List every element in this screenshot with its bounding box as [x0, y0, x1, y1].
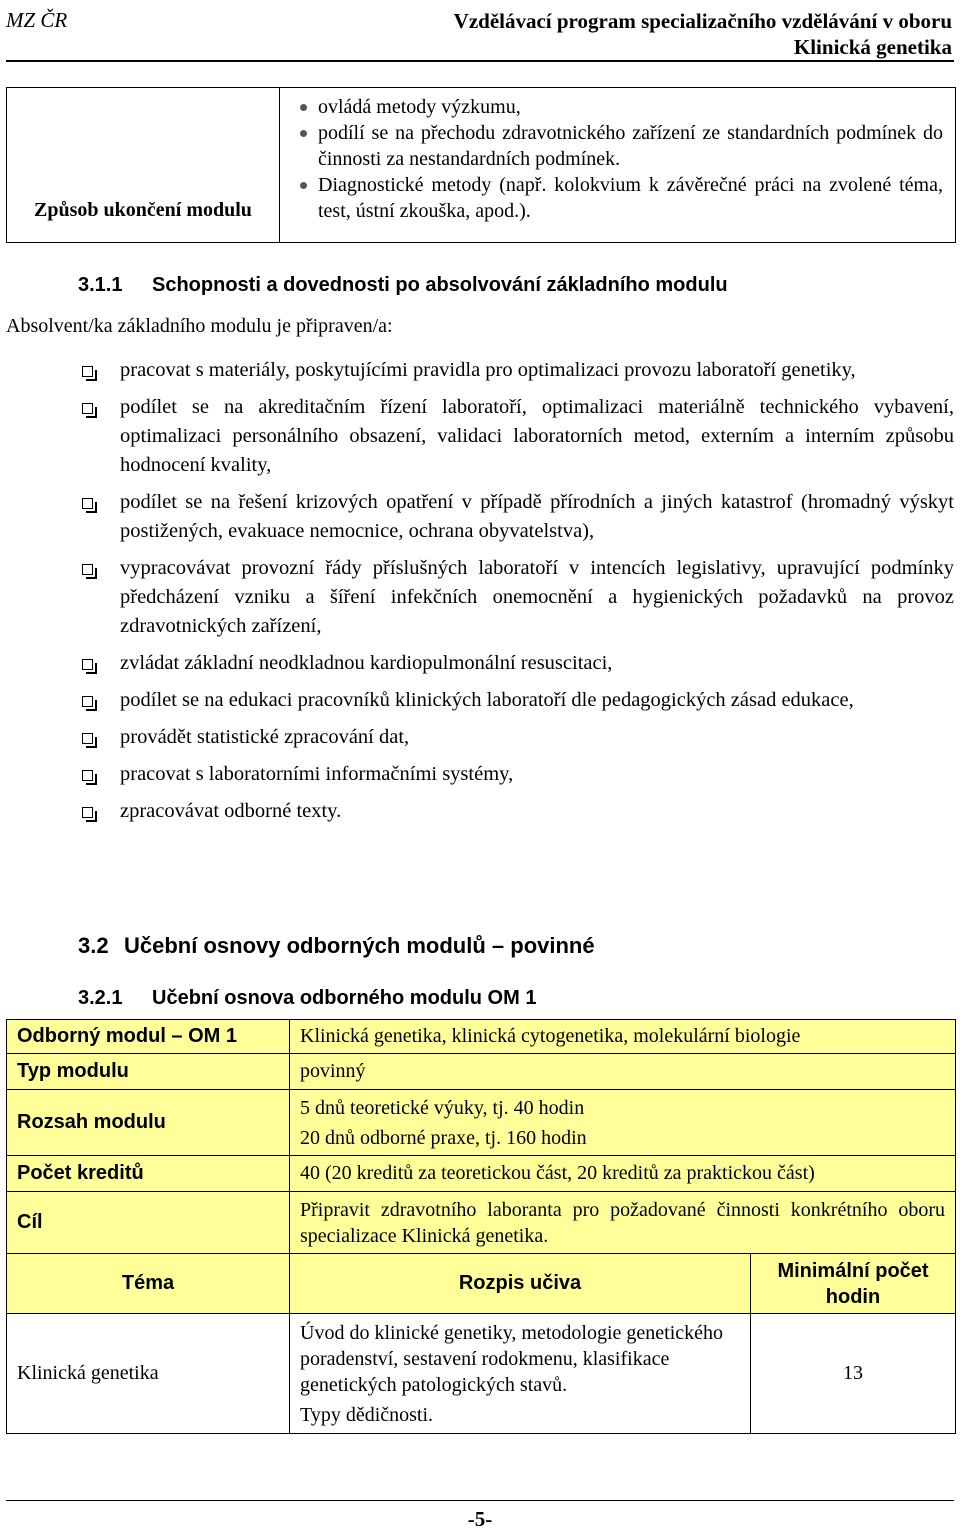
checkbox-bullet-icon: [82, 696, 93, 707]
row-key: Odborný modul – OM 1: [7, 1020, 290, 1054]
column-header-topic: Téma: [7, 1254, 290, 1314]
checkbox-bullet-icon: [82, 807, 93, 818]
list-item: zpracovávat odborné texty.: [78, 797, 954, 826]
completion-cell: [280, 88, 956, 243]
column-header-content: Rozpis učiva: [290, 1254, 751, 1314]
header-title-line2: Klinická genetika: [793, 35, 952, 59]
skills-list: [78, 356, 954, 834]
section-3-1-1-heading: 3.1.1 Schopnosti a dovednosti po absolvování základního modulu: [78, 274, 728, 296]
module-table: [6, 1019, 956, 1434]
section-intro: Absolvent/ka základního modulu je připraven/a:: [6, 315, 393, 337]
goal-value: Připravit zdravotního laboranta pro požadované činnosti konkrétního oboru specializace Klinická genetika.: [290, 1192, 956, 1254]
credits-key: Počet kreditů: [7, 1156, 290, 1192]
row-value: Klinická genetika, klinická cytogenetika, molekulární biologie: [290, 1020, 956, 1054]
checkbox-bullet-icon: [82, 770, 93, 781]
header-left: MZ ČR: [6, 8, 68, 32]
scope-key: Rozsah modulu: [7, 1090, 290, 1156]
list-item: podílet se na akreditačním řízení laboratoří, optimalizaci materiálně technického vybavení, optimalizaci personálního obsazení, validaci laboratorních metod, externím a interním způsobu hodnocení kvality,: [78, 393, 954, 480]
checkbox-bullet-icon: [82, 403, 93, 414]
section-3-2-1-heading: 3.2.1 Učební osnova odborného modulu OM 1: [78, 987, 537, 1009]
list-item: podílet se na řešení krizových opatření v případě přírodních a jiných katastrof (hromadný výskyt postižených, evakuace nemocnice, ochrana obyvatelstva),: [78, 488, 954, 546]
row-value: povinný: [290, 1054, 956, 1090]
completion-label: Způsob ukončení modulu: [7, 88, 280, 243]
list-item: podílet se na edukaci pracovníků klinických laboratoří dle pedagogických zásad edukace,: [78, 686, 954, 715]
section-3-2-heading: 3.2 Učební osnovy odborných modulů – povinné: [78, 933, 595, 958]
topic-cell: Klinická genetika: [7, 1314, 290, 1434]
completion-table: [6, 87, 956, 243]
list-item: zvládat základní neodkladnou kardiopulmonální resuscitaci,: [78, 649, 954, 678]
scope-value: 5 dnů teoretické výuky, tj. 40 hodin 20 dnů odborné praxe, tj. 160 hodin: [290, 1090, 956, 1156]
list-item: pracovat s laboratorními informačními systémy,: [78, 760, 954, 789]
goal-key: Cíl: [7, 1192, 290, 1254]
bullet-item: ovládá metody výzkumu,: [280, 94, 943, 120]
completion-value: Diagnostické metody (např. kolokvium k závěrečné práci na zvolené téma, test, ústní zkouška, apod.).: [280, 172, 943, 224]
checkbox-bullet-icon: [82, 498, 93, 509]
list-item: pracovat s materiály, poskytujícími pravidla pro optimalizaci provozu laboratoří genetiky,: [78, 356, 954, 385]
hours-cell: 13: [751, 1314, 956, 1434]
checkbox-bullet-icon: [82, 733, 93, 744]
page-header: [6, 4, 954, 62]
row-key: Typ modulu: [7, 1054, 290, 1090]
header-title-line1: Vzdělávací program specializačního vzdělávání v oboru: [453, 9, 952, 33]
page-footer: -5-: [6, 1500, 954, 1532]
checkbox-bullet-icon: [82, 366, 93, 377]
list-item: provádět statistické zpracování dat,: [78, 723, 954, 752]
credits-value: 40 (20 kreditů za teoretickou část, 20 kreditů za praktickou část): [290, 1156, 956, 1192]
bullet-item: podílí se na přechodu zdravotnického zařízení ze standardních podmínek do činnosti za nestandardních podmínek.: [280, 120, 943, 172]
content-cell: Úvod do klinické genetiky, metodologie genetického poradenství, sestavení rodokmenu, klasifikace genetických patologických stavů. Typy dědičnosti.: [290, 1314, 751, 1434]
checkbox-bullet-icon: [82, 564, 93, 575]
checkbox-bullet-icon: [82, 659, 93, 670]
header-right: [454, 8, 952, 60]
list-item: vypracovávat provozní řády příslušných laboratoří v intencích legislativy, upravující podmínky předcházení vzniku a šíření infekčních onemocnění a hygienických požadavků na provoz zdravotnických zařízení,: [78, 554, 954, 641]
column-header-hours: Minimální počet hodin: [751, 1254, 956, 1314]
